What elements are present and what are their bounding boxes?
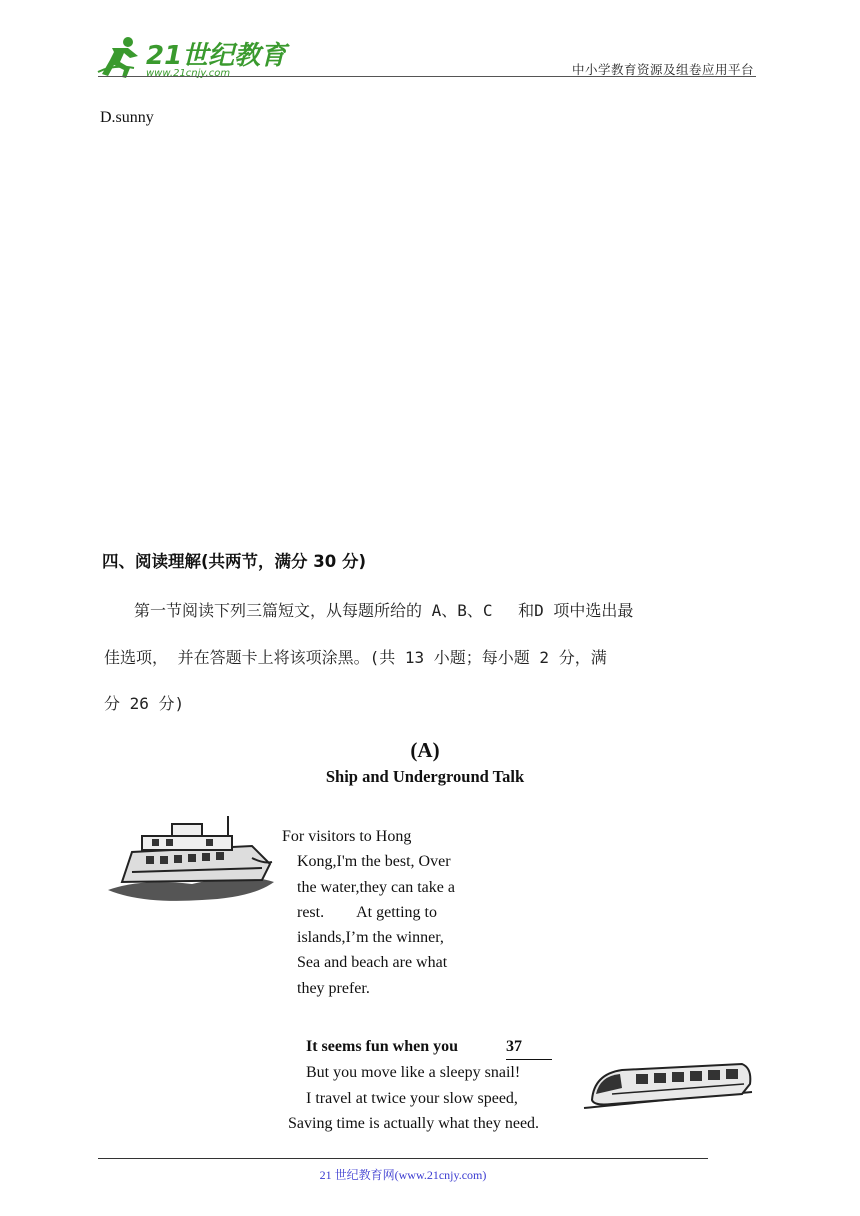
instruction-line: 第一节阅读下列三篇短文，从每题所给的 A、B、C 和D 项中选出最	[134, 601, 634, 620]
poem-line: rest. At getting to	[297, 903, 437, 921]
header-divider	[98, 76, 756, 77]
passage-title: Ship and Underground Talk	[325, 767, 525, 786]
poem-line: But you move like a sleepy snail!	[306, 1064, 521, 1082]
option-d: D.sunny	[100, 109, 154, 126]
ferry-illustration	[102, 812, 280, 907]
instruction-line: 分 26 分)	[104, 694, 185, 713]
poem-line: I travel at twice your slow speed,	[306, 1089, 518, 1107]
runner-icon	[98, 37, 138, 78]
blank-37: 37	[506, 1034, 552, 1060]
poem-line: For visitors to Hong	[282, 828, 412, 845]
poem-line: the water,they can take a	[297, 878, 455, 896]
poem-line: islands,I’m the winner,	[297, 929, 444, 947]
ship-poem	[282, 824, 455, 1001]
logo-url: www.21cnjy.com	[146, 68, 231, 79]
train-illustration	[582, 1054, 754, 1114]
footer-divider	[98, 1158, 708, 1159]
poem-line-with-blank	[306, 1034, 552, 1060]
instruction-line: 佳选项， 并在答题卡上将该项涂黑。(共 13 小题；每小题 2 分，满	[104, 648, 607, 667]
section-title: 四、阅读理解(共两节，满分 30 分)	[102, 552, 367, 571]
poem-line: Saving time is actually what they need.	[288, 1114, 540, 1132]
logo-text: 21世纪教育	[146, 41, 287, 71]
poem-line: Kong,I'm the best, Over	[297, 853, 451, 871]
site-logo	[94, 34, 287, 80]
passage-label: (A)	[410, 738, 440, 762]
header-slogan: 中小学教育资源及组卷应用平台	[572, 63, 755, 77]
footer-text: 21 世纪教育网(www.21cnjy.com)	[319, 1168, 487, 1182]
poem-line: It seems fun when you	[306, 1038, 459, 1055]
poem-line: Sea and beach are what	[297, 954, 448, 972]
train-poem	[288, 1034, 552, 1136]
poem-line: they prefer.	[297, 979, 370, 997]
